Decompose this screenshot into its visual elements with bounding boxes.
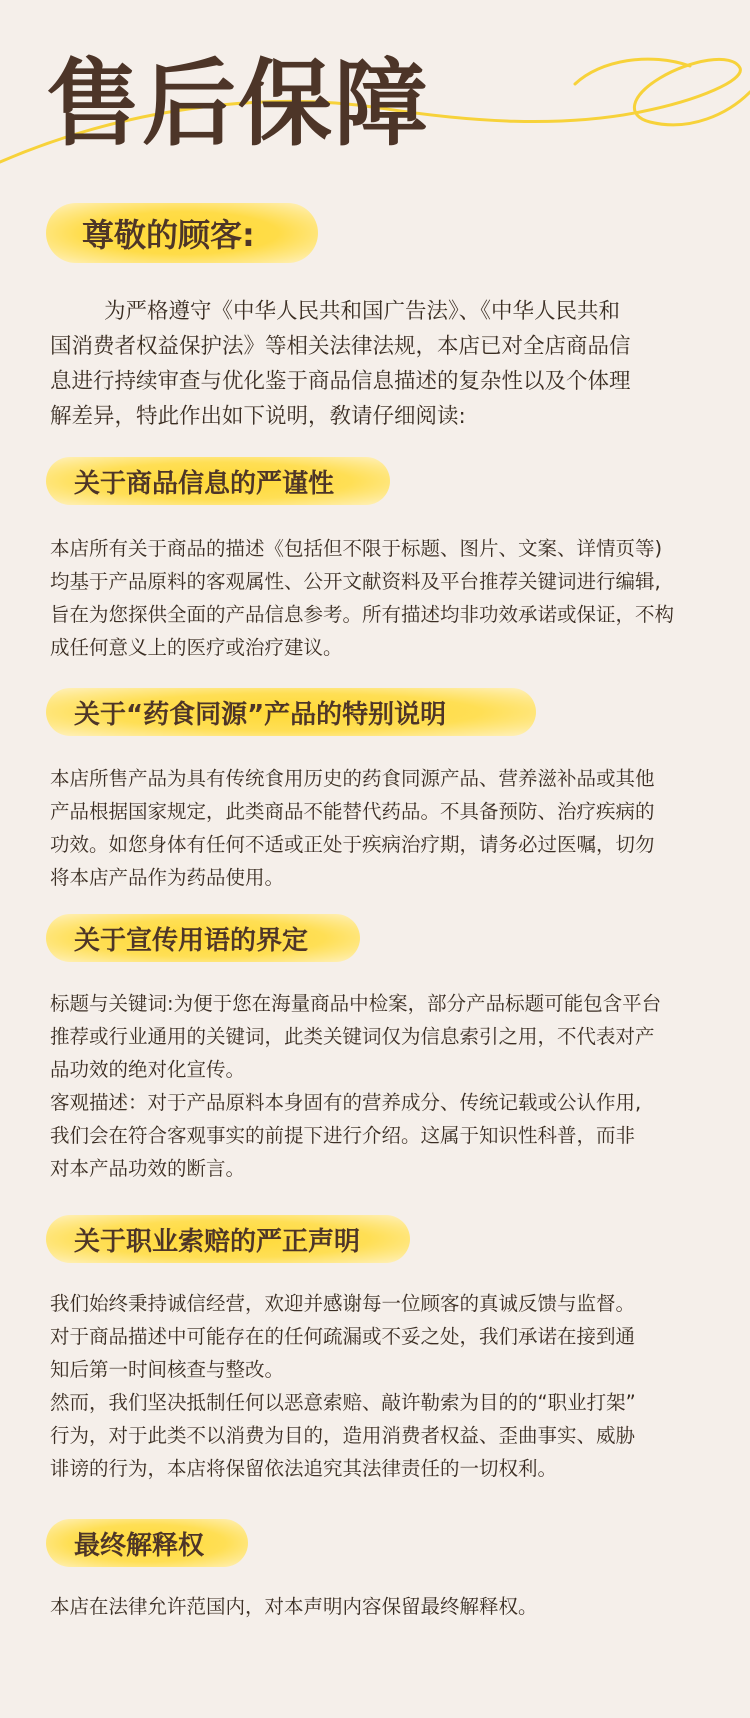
intro-paragraph	[50, 294, 710, 434]
body-line: 本店在法律允许范国内，对本声明内容保留最终解释权。	[50, 1595, 538, 1618]
body-line: 均基于产品原料的客观属性、公开文献资料及平台推荐关键词进行编辑,	[50, 570, 661, 593]
body-line: 知后第一时间核查与整改。	[50, 1358, 285, 1381]
section-body	[50, 1287, 720, 1485]
body-line: 我们始终秉持诚信经营，欢迎并感谢每一位顾客的真诚反馈与监督。	[50, 1292, 636, 1315]
body-line: 我们会在符合客观事实的前提下进行介绍。这属于知识性科普，而非	[50, 1124, 636, 1147]
section-body	[50, 987, 720, 1185]
intro-line: 为严格遵守《中华人民共和国广告法》、《中华人民共和	[104, 299, 621, 324]
greeting-heading: 尊敬的顾客:	[82, 216, 255, 254]
section-heading-badge	[46, 457, 390, 505]
body-line: 本店所有关于商品的描述《包括但不限于标题、图片、文案、详情页等)	[50, 537, 663, 560]
body-line: 将本店产品作为药品使用。	[50, 866, 285, 889]
section-heading-badge	[46, 1215, 410, 1263]
body-line: 客观描述：对于产品原料本身固有的营养成分、传统记载或公认作用,	[50, 1091, 642, 1114]
intro-line: 息进行持续审查与优化鉴于商品信息描述的复杂性以及个体理	[50, 369, 631, 394]
body-line: 对于商品描述中可能存在的任何疏漏或不妥之处，我们承诺在接到通	[50, 1325, 636, 1348]
body-line: 产品根据国家规定，此类商品不能替代药品。不具备预防、治疗疾病的	[50, 800, 655, 823]
body-line: 行为，对于此类不以消费为目的，造用消费者权益、歪曲事实、威胁	[50, 1424, 636, 1447]
section-heading: 最终解释权	[74, 1530, 205, 1561]
body-line: 对本产品功效的断言。	[50, 1157, 246, 1180]
body-line: 然而，我们坚决抵制任何以恶意索赔、敲许勒索为目的的“职业打架”	[50, 1391, 636, 1414]
greeting-heading-badge	[46, 203, 318, 263]
section-body	[50, 532, 720, 664]
body-line: 旨在为您探供全面的产品信息参考。所有描述均非功效承诺或保证，不构	[50, 603, 675, 626]
section-heading: 关于商品信息的严谨性	[74, 468, 335, 499]
body-line: 推荐或行业通用的关键词，此类关键词仅为信息索引之用，不代表对产	[50, 1025, 655, 1048]
intro-line: 国消费者权益保护法》等相关法律法规，本店已对全店商品信	[50, 334, 631, 359]
intro-line: 解差异，特此作出如下说明，敎请仔细阅读:	[50, 404, 466, 429]
body-line: 本店所售产品为具有传统食用历史的药食同源产品、营养滋补品或其他	[50, 767, 655, 790]
section-heading: 关于职业索赔的严正声明	[74, 1226, 361, 1257]
page-title: 售后保障	[46, 50, 431, 159]
section-heading-badge	[46, 1519, 248, 1567]
section-heading-badge	[46, 914, 360, 962]
section-body	[50, 762, 720, 894]
body-line: 品功效的绝对化宣传。	[50, 1058, 246, 1081]
section-heading-badge	[46, 688, 536, 736]
section-body	[50, 1590, 720, 1623]
body-line: 功效。如您身体有任何不适或正处于疾病治疗期，请务必过医嘱，切勿	[50, 833, 655, 856]
body-line: 成任何意义上的医疗或治疗建议。	[50, 636, 343, 659]
section-heading: 关于宣传用语的界定	[74, 925, 309, 956]
body-line: 诽谤的行为，本店将保留依法追究其法律责任的一切权利。	[50, 1457, 558, 1480]
section-heading: 关于“药食同源”产品的特别说明	[74, 699, 447, 730]
body-line: 标题与关键词:为便于您在海量商品中检案，部分产品标题可能包含平台	[50, 992, 662, 1015]
